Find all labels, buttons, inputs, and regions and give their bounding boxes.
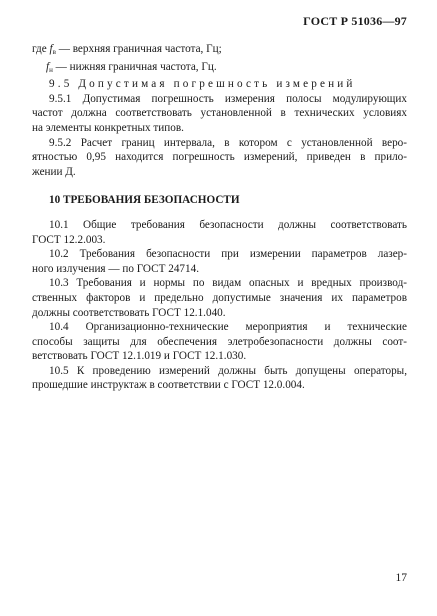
page-number: 17	[395, 572, 407, 584]
paragraph-9-5-1-line: на элементы конкретных типов.	[32, 121, 184, 134]
subsection-9-5-title: 9.5 Допустимая погрешность измерений	[49, 78, 356, 91]
definition-text: — нижняя граничная частота, Гц.	[55, 60, 217, 73]
paragraph-10-3-line: должны соответствовать ГОСТ 12.1.040.	[32, 306, 226, 319]
section-10-title: 10 ТРЕБОВАНИЯ БЕЗОПАСНОСТИ	[49, 194, 240, 207]
paragraph-10-4-line: 10.4 Организационно-технические мероприятия и технические	[49, 321, 407, 334]
definition-lower-frequency	[32, 60, 407, 78]
paragraph-10-5-line: прошедшие инструктаж в соответствии с ГОСТ 12.0.004.	[32, 379, 305, 392]
page-header-standard: ГОСТ Р 51036—97	[303, 14, 407, 28]
symbol-f-lower: $f_н$	[46, 60, 53, 74]
symbol-f-upper: $f_в$	[49, 43, 56, 56]
paragraph-9-5-2-line: жении Д.	[32, 165, 76, 178]
definition-text: — верхняя граничная частота, Гц;	[58, 43, 222, 55]
paragraph-10-5-line: 10.5 К проведению измерений должны быть допущены операторы,	[49, 364, 407, 377]
paragraph-10-2-line: ного излучения — по ГОСТ 24714.	[32, 262, 199, 275]
paragraph-10-1-line: ГОСТ 12.2.003.	[32, 233, 106, 246]
paragraph-9-5-1-line: частот должна соответствовать установленной в технических условиях	[32, 107, 407, 120]
paragraph-9-5-2-line: 9.5.2 Расчет границ интервала, в котором с установленной веро-	[49, 136, 407, 149]
definition-prefix: где	[32, 43, 47, 55]
paragraph-10-4-line: ветствовать ГОСТ 12.1.019 и ГОСТ 12.1.030.	[32, 350, 247, 363]
paragraph-10-2-line: 10.2 Требования безопасности при измерении параметров лазер-	[49, 248, 407, 261]
paragraph-9-5-2-line: ятностью 0,95 находится погрешность измерений, приведен в прило-	[32, 151, 407, 164]
document-body	[32, 42, 407, 393]
paragraph-9-5-1-line: 9.5.1 Допустимая погрешность измерения полосы модулирующих	[49, 92, 407, 105]
paragraph-10-4-line: способы защиты для обеспечения элетробезопасности должны соот-	[32, 335, 407, 348]
paragraph-10-3-line: 10.3 Требования и нормы по видам опасных и вредных производ-	[49, 277, 407, 290]
paragraph-10-1-line: 10.1 Общие требования безопасности должны соответствовать	[49, 218, 407, 231]
paragraph-10-3-line: ственных факторов и предельно допустимые значения их параметров	[32, 291, 407, 304]
definition-upper-frequency	[32, 42, 407, 60]
